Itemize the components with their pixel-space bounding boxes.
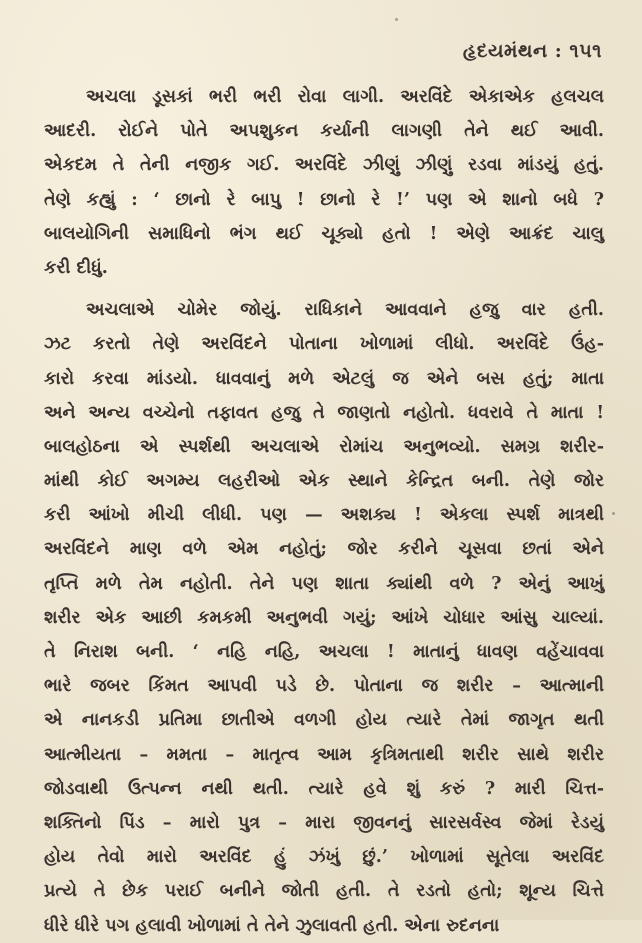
text-line: બાલયોગિની સમાધિનો ભંગ થઈ ચૂક્યો હતો ! એણે આક્રંદ ચાલુ <box>44 223 604 244</box>
paper-speck <box>612 512 615 515</box>
text-line: ભારે જબર કિંમત આપવી પડે છે. પોતાના જ શરીર – આત્માની <box>44 676 604 697</box>
text-line: આદરી. રોઈને પોતે અપશુકન કર્યાની લાગણી તેને થઈ આવી. <box>44 121 604 142</box>
text-line: જોડવાથી ઉત્પન્ન નથી થતી. ત્યારે હવે શું કરું ? મારી ચિત્ત- <box>44 778 604 799</box>
text-line: તૃપ્તિ મળે તેમ નહોતી. તેને પણ શાતા ક્યાંથી વળે ? એનું આખું <box>44 573 604 594</box>
text-line: પ્રત્યે તે છેક પરાઈ બનીને જોતી હતી. તે રડતો હતો; શૂન્ય ચિત્તે <box>44 881 604 902</box>
text-line: તેણે કહ્યું : ‘ છાનો રે બાપુ ! છાનો રે !’ પણ એ શાનો બધે ? <box>44 189 604 210</box>
text-line: કરી દીધું. <box>44 257 108 278</box>
running-header: હૃદયમંથન : ૧૫૧ <box>462 40 602 62</box>
text-line: શરીર એક આછી કમકમી અનુભવી ગયું; આંખે ચોધાર આંસુ ચાલ્યાં. <box>44 607 604 628</box>
paragraph-1 <box>44 80 604 285</box>
text-line: ધીરે ધીરે પગ હલાવી ખોળામાં તે તેને ઝુલાવતી હતી. એના રુદનના <box>44 915 500 936</box>
text-line: અચલાએ ચોમેર જોયું. રાધિકાને આવવાને હજુ વાર હતી. <box>86 300 604 321</box>
paragraph-gap <box>44 285 604 293</box>
paper-speck <box>395 18 398 21</box>
paragraph-2 <box>44 293 604 943</box>
text-line: એકદમ તે તેની નજીક ગઈ. અરવિંદે ઝીણું ઝીણું રડવા માંડયું હતું. <box>44 155 604 176</box>
text-line: કારો કરવા માંડયો. ધાવવાનું મળે એટલું જ એને બસ હતું; માતા <box>44 368 604 389</box>
text-line: ઝટ કરતો તેણે અરવિંદને પોતાના ખોળામાં લીધો. અરવિંદે ઉંહ- <box>44 334 604 355</box>
text-line: બાલહોઠના એ સ્પર્શથી અચલાએ રોમાંચ અનુભવ્યો. સમગ્ર શરીર- <box>44 436 604 457</box>
text-line: શક્તિનો પિંડ – મારો પુત્ર – મારા જીવનનું સારસર્વસ્વ જેમાં રેડયું <box>44 812 604 833</box>
text-line: અરવિંદને માણ વળે એમ નહોતું; જોર કરીને ચૂસવા છતાં એને <box>44 539 604 560</box>
text-line: હોય તેવો મારો અરવિંદ હું ઝંખું છું.’ ખોળામાં સૂતેલા અરવિંદ <box>44 847 604 868</box>
text-line: અને અન્ય વચ્ચેનો તફાવત હજુ તે જાણતો નહોતો. ધવરાવે તે માતા ! <box>44 402 604 423</box>
text-line: એ નાનકડી પ્રતિમા છાતીએ વળગી હોય ત્યારે તેમાં જાગૃત થતી <box>44 710 604 731</box>
text-line: આત્મીયતા – મમતા – માતૃત્વ આમ કૃત્રિમતાથી શરીર સાથે શરીર <box>44 744 604 765</box>
text-line: અચલા ડૂસકાં ભરી ભરી રોવા લાગી. અરવિંદે એકાએક હલચલ <box>86 87 604 107</box>
body-text <box>44 80 604 943</box>
text-line: તે નિરાશ બની. ‘ નહિ નહિ, અચલા ! માતાનું ધાવણ વહેંચાવવા <box>44 642 604 662</box>
text-line: કરી આંખો મીચી લીધી. પણ — અશક્ય ! એકલા સ્પર્શ માત્રથી <box>44 505 604 526</box>
text-line: માંથી કોઈ અગમ્ય લહરીઓ એક સ્થાને કેન્દ્રિત બની. તેણે જોર <box>44 471 604 492</box>
